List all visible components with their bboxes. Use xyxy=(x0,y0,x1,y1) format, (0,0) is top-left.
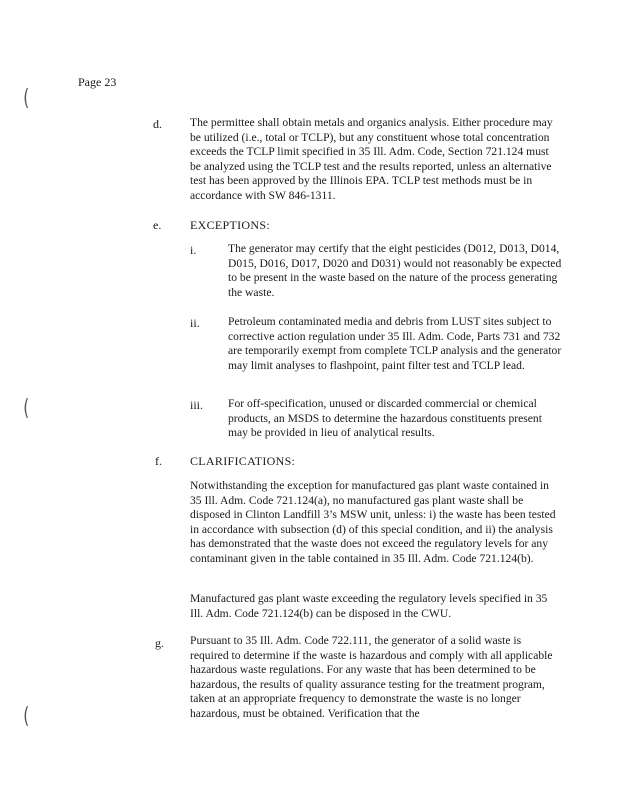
item-e-marker: e. xyxy=(153,218,162,232)
exception-ii-paragraph: Petroleum contaminated media and debris from LUST sites subject to corrective action regulation under 35 Ill. Adm. Code, Parts 731 and 732 are temporarily exempt from complete TCLP analysis and the generator may limit analyses to flashpoint, paint filter test and TCLP lead. xyxy=(228,315,562,372)
page-number-header: Page 23 xyxy=(78,75,117,89)
item-d-paragraph: The permittee shall obtain metals and organics analysis. Either procedure may be utilized (i.e., total or TCLP), but any constituent whose total concentration exceeds the TCLP limit specified in 35 Ill. Adm. Code, Section 721.124 must be analyzed using the TCLP test and the results reported, unless an alternative test has been approved by the Illinois EPA. TCLP test methods must be in accordance with SW 846-1311. xyxy=(190,116,553,202)
clarifications-heading: CLARIFICATIONS: xyxy=(190,454,296,468)
item-d-marker: d. xyxy=(153,117,162,131)
binder-hole-mark-top: ( xyxy=(23,86,30,111)
exception-i-marker: i. xyxy=(190,243,197,257)
exception-iii-marker: iii. xyxy=(190,398,204,412)
exceptions-heading: EXCEPTIONS: xyxy=(190,218,270,232)
clarification-paragraph-2: Manufactured gas plant waste exceeding the regulatory levels specified in 35 Ill. Adm. Code 721.124(b) can be disposed in the CWU. xyxy=(190,592,548,620)
exception-ii-marker: ii. xyxy=(190,316,200,330)
item-g-paragraph: Pursuant to 35 Ill. Adm. Code 722.111, the generator of a solid waste is required to determine if the waste is hazardous and comply with all applicable hazardous waste regulations. For any waste that has been determined to be hazardous, the results of quality assurance testing for the treatment program, taken at an appropriate frequency to demonstrate the waste is no longer hazardous, must be obtained. Verification that the xyxy=(190,634,553,720)
item-f-marker: f. xyxy=(155,454,162,468)
exception-iii-paragraph: For off-specification, unused or discarded commercial or chemical products, an MSDS to determine the hazardous constituents present may be provided in lieu of analytical results. xyxy=(228,397,542,439)
binder-hole-mark-middle: ( xyxy=(23,396,30,421)
item-g-marker: g. xyxy=(155,636,164,650)
binder-hole-mark-bottom: ( xyxy=(23,704,30,729)
exception-i-paragraph: The generator may certify that the eight pesticides (D012, D013, D014, D015, D016, D017, D020 and D031) would not reasonably be expected to be present in the waste based on the nature of the process generating the waste. xyxy=(228,242,562,299)
clarification-paragraph-1: Notwithstanding the exception for manufactured gas plant waste contained in 35 Ill. Adm. Code 721.124(a), no manufactured gas plant waste shall be disposed in Clinton Landfill 3’s MSW unit, unless: i) the waste has been tested in accordance with subsection (d) of this special condition, and ii) the analysis has demonstrated that the waste does not exceed the regulatory levels for any contaminant given in the table contained in 35 Ill. Adm. Code 721.124(b). xyxy=(190,479,556,565)
